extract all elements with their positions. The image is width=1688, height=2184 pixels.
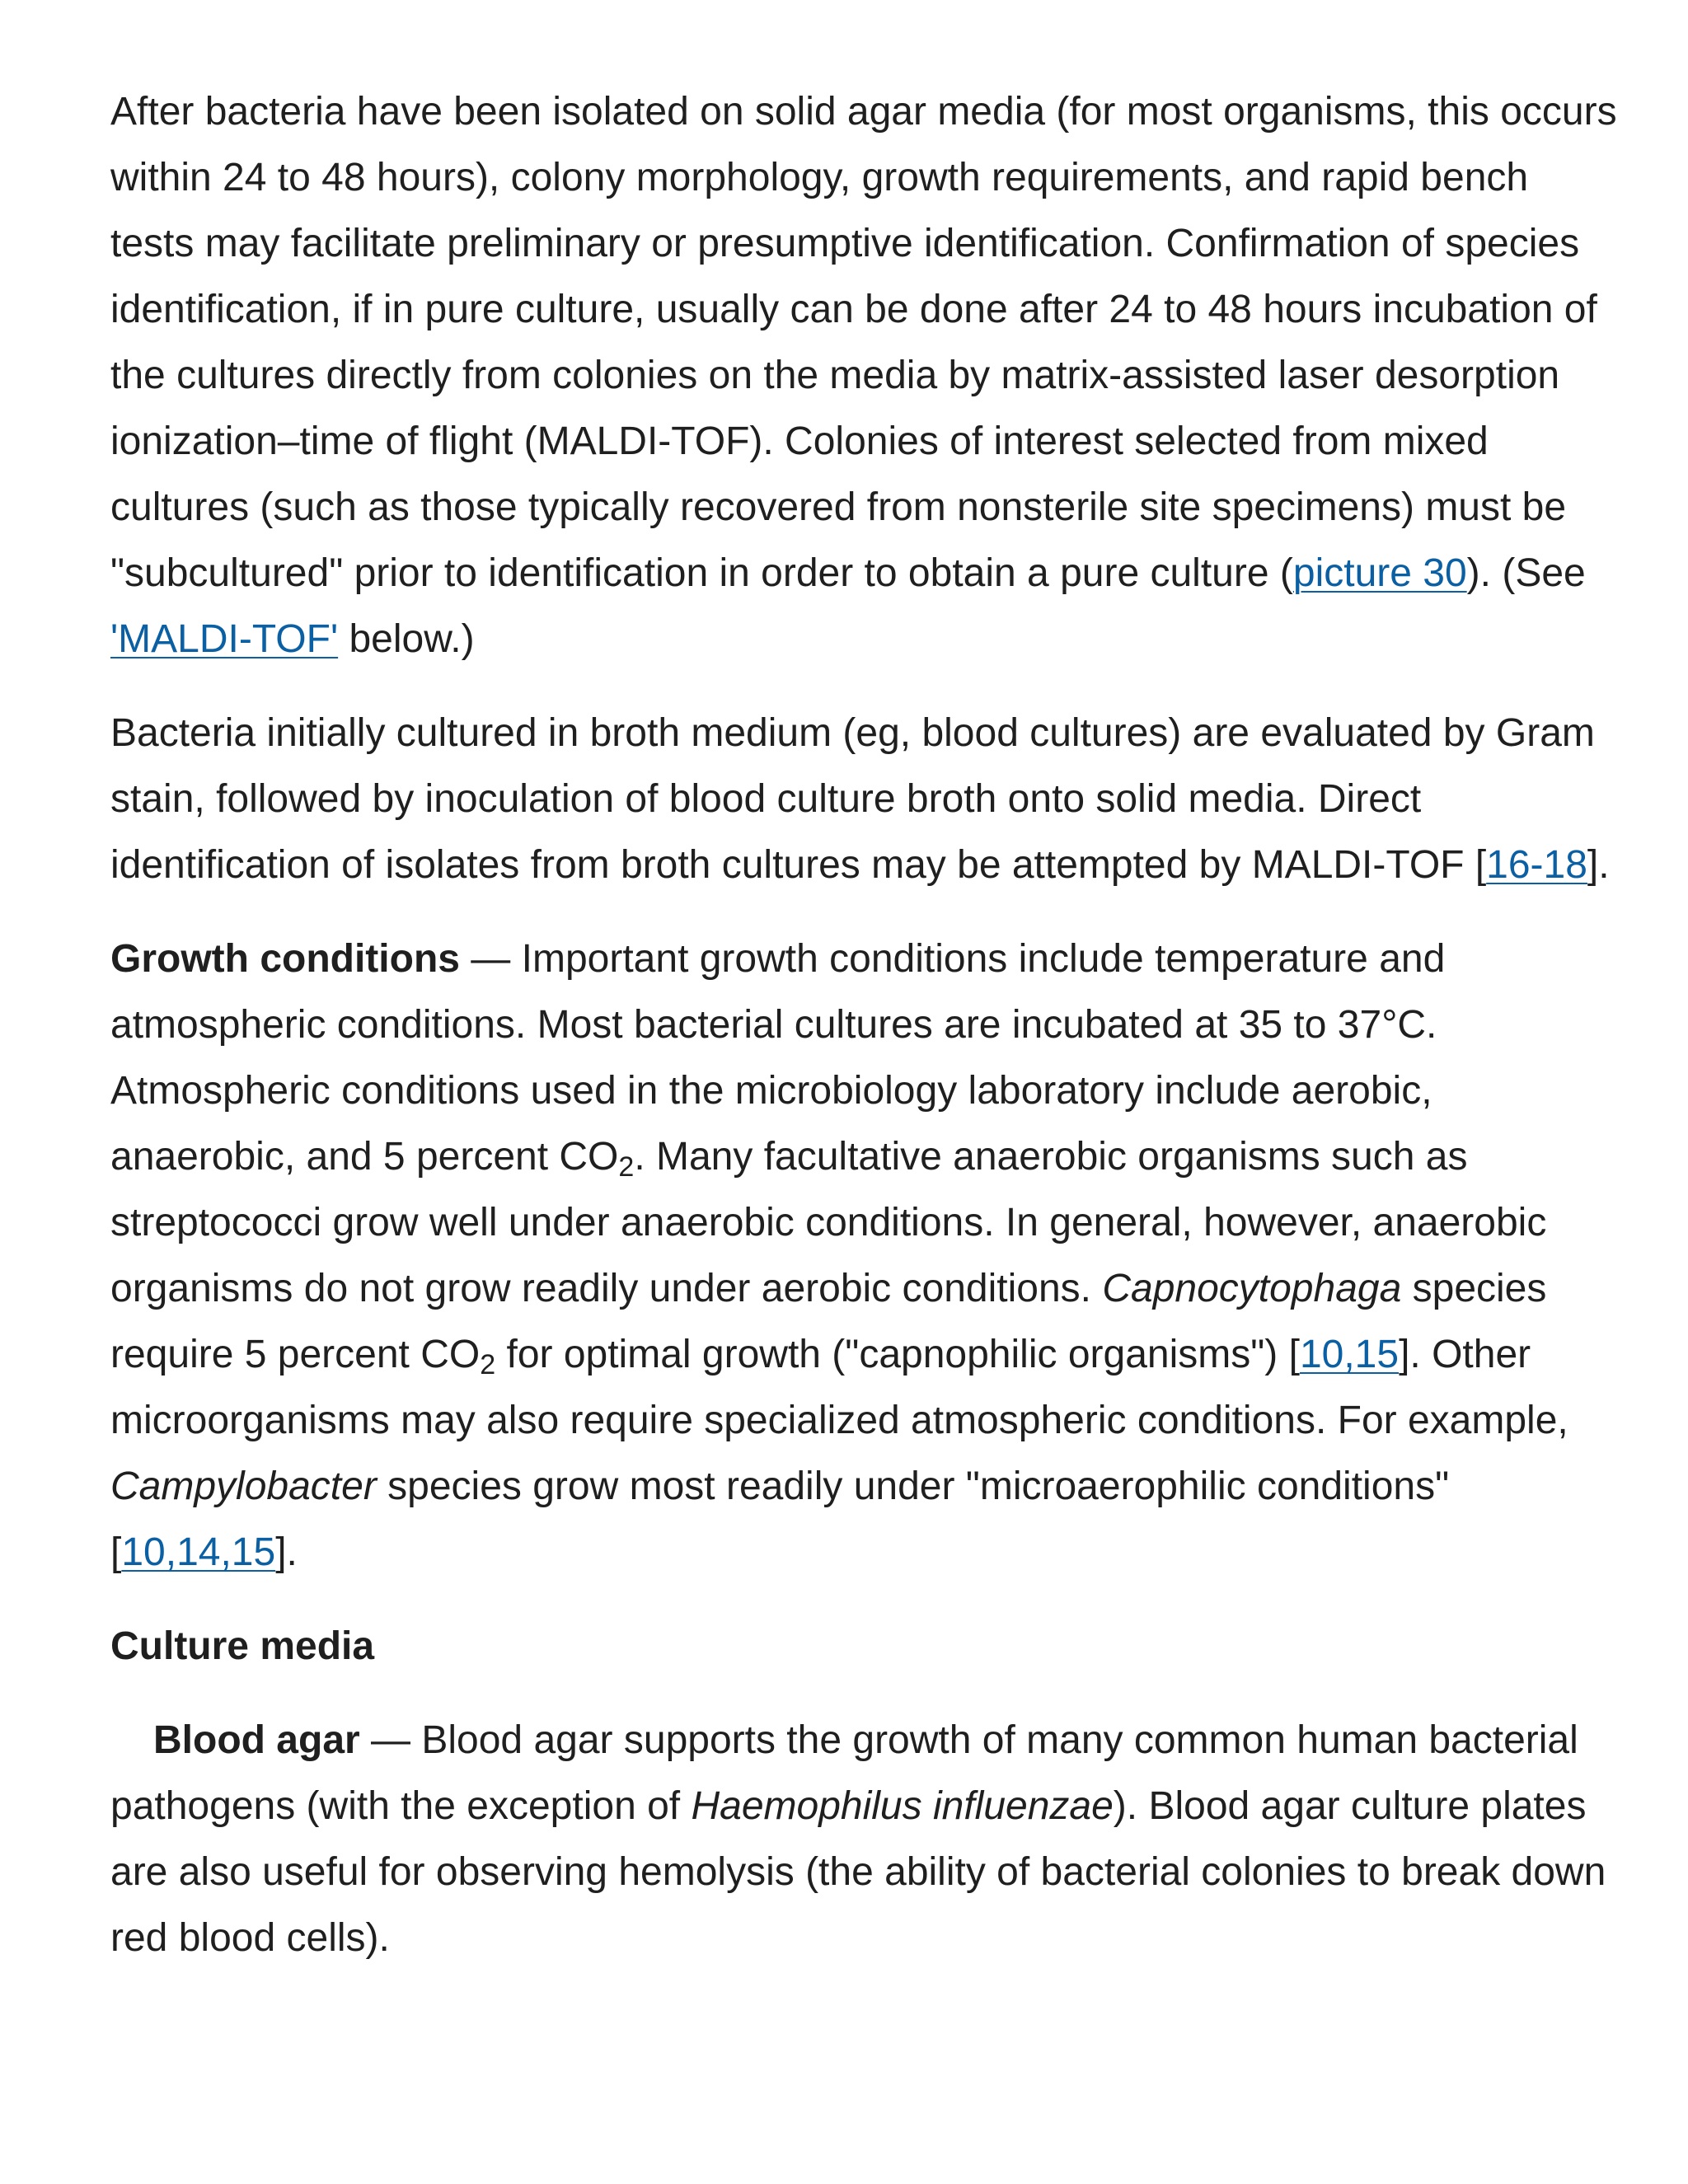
text: Bacteria initially cultured in broth medium (eg, blood cultures) are evaluated by Gram stain, followed by inoculation of blood culture broth onto solid media. Direct identification of isolates from broth cultures may be attempted by MALDI-TOF [	[110, 711, 1595, 887]
paragraph-broth-cultures	[110, 701, 1619, 898]
text: — Important growth conditions include temperature and atmospheric conditions. Most bacterial cultures are incubated at 35 to 37°C. Atmospheric conditions used in the microbiology laboratory include aerobic, anaerobic, and 5 percent CO	[110, 937, 1446, 1179]
reference-10-14-15-link[interactable]: 10,14,15	[121, 1530, 276, 1574]
growth-conditions-heading: Growth conditions	[110, 937, 460, 981]
text: ]. Other microorganisms may also require specialized atmospheric conditions. For example,	[110, 1333, 1568, 1442]
italic-term: Haemophilus influenzae	[691, 1784, 1114, 1828]
paragraph-blood-agar	[110, 1708, 1619, 1971]
picture-30-link[interactable]: picture 30	[1292, 551, 1467, 595]
text: below.)	[338, 617, 475, 661]
subscript: 2	[618, 1151, 635, 1183]
text: species require 5 percent CO	[110, 1267, 1547, 1376]
reference-10-15-link[interactable]: 10,15	[1299, 1333, 1400, 1376]
text: species grow most readily under "microaerophilic conditions" [	[110, 1465, 1450, 1574]
paragraph-identification	[110, 79, 1619, 673]
text: ].	[275, 1530, 298, 1574]
text: for optimal growth ("capnophilic organisms") [	[495, 1333, 1300, 1376]
text: ). Blood agar culture plates are also useful for observing hemolysis (the ability of bacterial colonies to break down red blood cells).	[110, 1784, 1606, 1960]
paragraph-growth-conditions	[110, 926, 1619, 1586]
culture-media-heading: Culture media	[110, 1624, 375, 1668]
text: ].	[1587, 843, 1610, 887]
text: ). (See	[1466, 551, 1586, 595]
text: After bacteria have been isolated on solid agar media (for most organisms, this occurs within 24 to 48 hours), colony morphology, growth requirements, and rapid bench tests may facilitate preliminary or presumptive identification. Confirmation of species identification, if in pure culture, usually can be done after 24 to 48 hours incubation of the cultures directly from colonies on the media by matrix-assisted laser desorption ionization–time of flight (MALDI-TOF). Colonies of interest selected from mixed cultures (such as those typically recovered from nonsterile site specimens) must be "subcultured" prior to identification in order to obtain a pure culture (	[110, 90, 1617, 595]
lead-in	[110, 1718, 360, 1762]
italic-term: Capnocytophaga	[1102, 1267, 1402, 1310]
article-body	[110, 79, 1619, 1999]
subscript: 2	[480, 1349, 496, 1380]
text: . Many facultative anaerobic organisms such as streptococci grow well under anaerobic conditions. In general, however, anaerobic organisms do not grow readily under aerobic conditions.	[110, 1135, 1547, 1310]
italic-term: Campylobacter	[110, 1465, 377, 1508]
blood-agar-heading: Blood agar	[153, 1718, 360, 1762]
text: — Blood agar supports the growth of many common human bacterial pathogens (with the exception of	[110, 1718, 1578, 1828]
maldi-tof-link[interactable]: 'MALDI-TOF'	[110, 617, 339, 661]
reference-16-18-link[interactable]: 16-18	[1486, 843, 1587, 887]
